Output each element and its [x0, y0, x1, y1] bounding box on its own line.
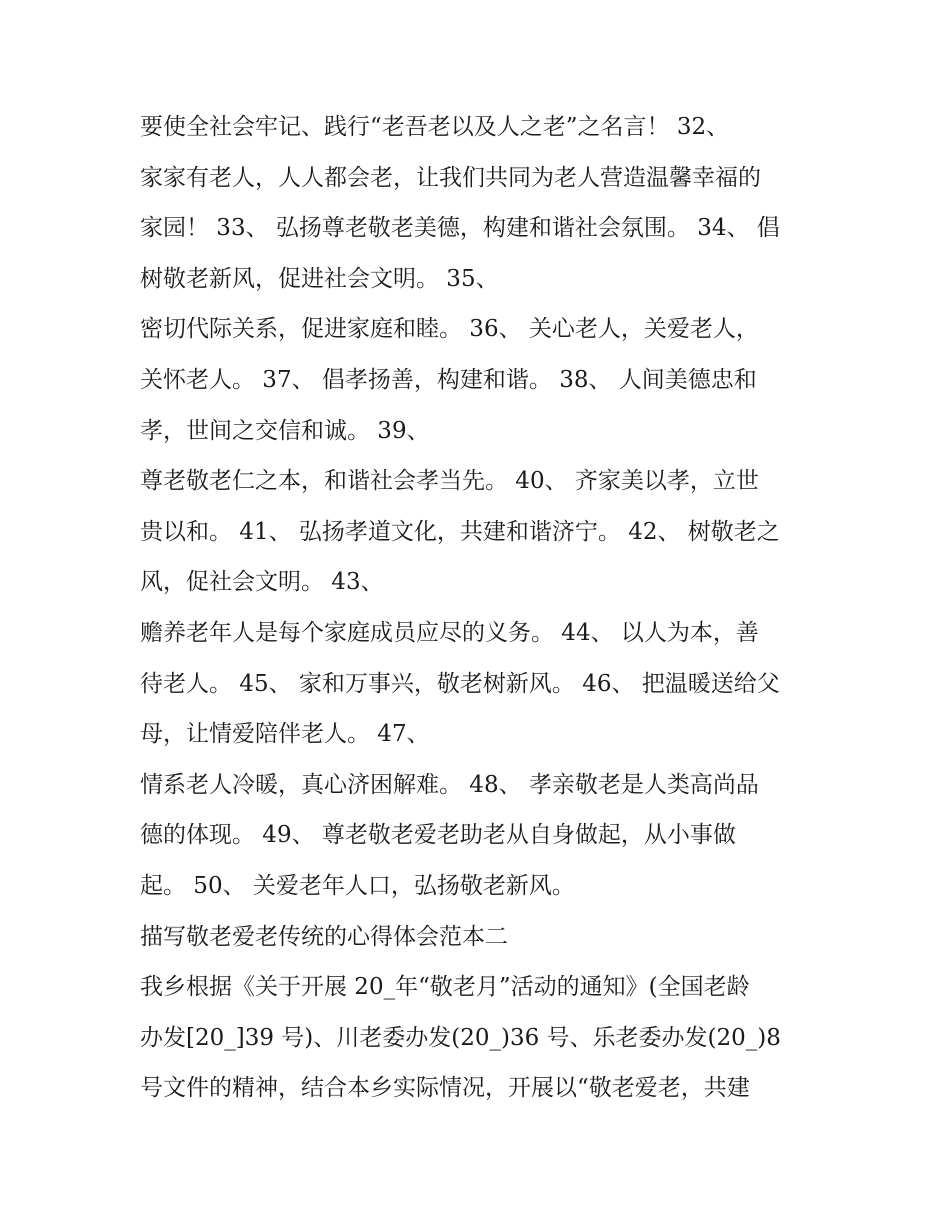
text-line: 家家有老人，人人都会老，让我们共同为老人营造温馨幸福的: [140, 164, 761, 191]
text-line: 号文件的精神，结合本乡实际情况，开展以“敬老爱老，共建: [140, 1075, 750, 1102]
text-line: 尊老敬老仁之本，和谐社会孝当先。 40、 齐家美以孝，立世: [140, 468, 759, 495]
text-line: 情系老人冷暖，真心济困解难。 48、 孝亲敬老是人类高尚品: [140, 771, 759, 798]
section-heading: 描写敬老爱老传统的心得体会范本二: [140, 923, 508, 950]
text-line: 关怀老人。 37、 倡孝扬善，构建和谐。 38、 人间美德忠和: [140, 366, 757, 393]
text-line: 要使全社会牢记、践行“老吾老以及人之老”之名言！ 32、: [140, 114, 730, 140]
text-line: 风，促社会文明。 43、: [140, 569, 384, 596]
text-line: 树敬老新风，促进社会文明。 35、: [140, 265, 499, 292]
text-line: 赡养老年人是每个家庭成员应尽的义务。 44、 以人为本，善: [140, 619, 759, 646]
text-line: 我乡根据《关于开展 20_年“敬老月”活动的通知》(全国老龄: [140, 974, 750, 1001]
text-line: 待老人。 45、 家和万事兴，敬老树新风。 46、 把温暖送给父: [140, 670, 780, 697]
text-line: 起。 50、 关爱老年人口，弘扬敬老新风。: [140, 872, 575, 899]
text-line: 办发[20_]39 号)、川老委办发(20_)36 号、乐老委办发(20_)8: [140, 1024, 781, 1051]
document-body: [140, 102, 820, 1114]
text-line: 孝，世间之交信和诚。 39、: [140, 417, 430, 444]
text-line: 德的体现。 49、 尊老敬老爱老助老从自身做起，从小事做: [140, 822, 736, 849]
text-line: 贵以和。 41、 弘扬孝道文化，共建和谐济宁。 42、 树敬老之: [140, 518, 780, 545]
text-line: 家园！ 33、 弘扬尊老敬老美德，构建和谐社会氛围。 34、 倡: [140, 215, 780, 242]
text-line: 母，让情爱陪伴老人。 47、: [140, 721, 430, 748]
text-line: 密切代际关系，促进家庭和睦。 36、 关心老人，关爱老人，: [140, 316, 759, 343]
